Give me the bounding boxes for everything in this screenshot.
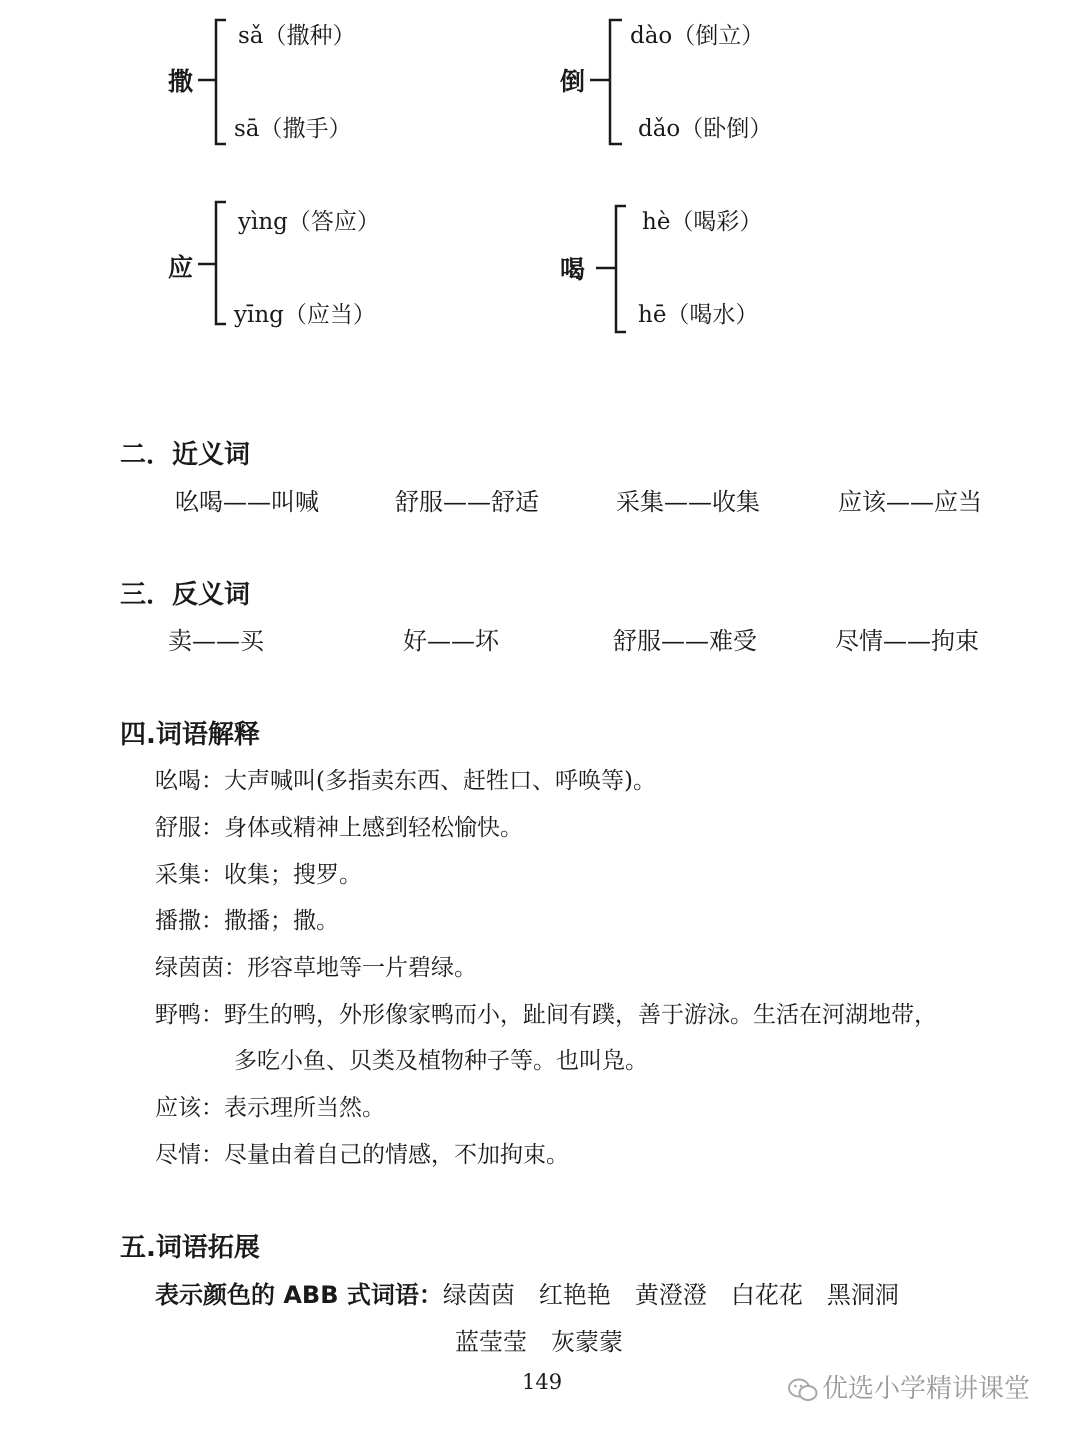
poly-char: 喝: [560, 255, 586, 284]
extension-line: [155, 1275, 899, 1310]
page-number: 149: [522, 1370, 563, 1394]
reading-2: yīng（应当）: [234, 302, 376, 328]
poly-char: 撒: [168, 67, 194, 96]
antonym-pair: 尽情——拘束: [835, 627, 979, 655]
reading-1: dào（倒立）: [630, 23, 765, 49]
chat-bubble-icon: [788, 1377, 818, 1403]
synonym-pair: 采集——收集: [616, 488, 760, 516]
extension-words: 绿茵茵 红艳艳 黄澄澄 白花花 黑洞洞: [442, 1281, 899, 1309]
section-heading-antonyms: 三．反义词: [120, 580, 251, 610]
extension-words-line2: 蓝莹莹 灰蒙蒙: [455, 1328, 623, 1356]
definition-entry: 绿茵茵：形容草地等一片碧绿。: [155, 955, 477, 981]
watermark-text: 优选小学精讲课堂: [822, 1374, 1031, 1404]
reading-2: hē（喝水）: [638, 302, 759, 328]
poly-char: 倒: [560, 67, 586, 96]
reading-1: hè（喝彩）: [642, 209, 763, 235]
antonym-pair: 好——坏: [403, 627, 499, 655]
section-heading-synonyms: 二．近义词: [120, 440, 251, 470]
reading-1: yìng（答应）: [238, 209, 380, 235]
definition-entry: 舒服：身体或精神上感到轻松愉快。: [155, 815, 523, 841]
antonym-pair: 卖——买: [168, 627, 264, 655]
reading-2: dǎo（卧倒）: [638, 116, 773, 142]
definition-entry: 应该：表示理所当然。: [155, 1095, 385, 1121]
section-heading-extension: 五.词语拓展: [120, 1233, 260, 1263]
bracket-icon: [196, 18, 236, 148]
definition-entry: 采集：收集；搜罗。: [155, 862, 362, 888]
reading-2: sā（撒手）: [234, 116, 352, 142]
bracket-icon: [196, 200, 236, 330]
section-heading-definitions: 四.词语解释: [120, 720, 260, 750]
synonym-pair: 舒服——舒适: [395, 488, 539, 516]
antonym-pair: 舒服——难受: [613, 627, 757, 655]
bracket-icon: [588, 18, 628, 148]
reading-1: sǎ（撒种）: [238, 23, 356, 49]
bracket-icon: [594, 204, 634, 336]
poly-char: 应: [168, 253, 194, 282]
extension-label: 表示颜色的 ABB 式词语：: [155, 1281, 443, 1309]
definition-entry: 播撒：撒播；撒。: [155, 908, 339, 934]
definition-entry: 吆喝：大声喊叫(多指卖东西、赶牲口、呼唤等)。: [155, 768, 656, 794]
synonym-pair: 应该——应当: [838, 488, 982, 516]
definition-entry: 野鸭：野生的鸭，外形像家鸭而小，趾间有蹼，善于游泳。生活在河湖地带，: [155, 1002, 937, 1028]
watermark: [788, 1368, 1030, 1405]
definition-entry: 尽情：尽量由着自己的情感，不加拘束。: [155, 1142, 569, 1168]
definition-entry-continued: 多吃小鱼、贝类及植物种子等。也叫凫。: [234, 1048, 648, 1074]
synonym-pair: 吆喝——叫喊: [175, 488, 319, 516]
